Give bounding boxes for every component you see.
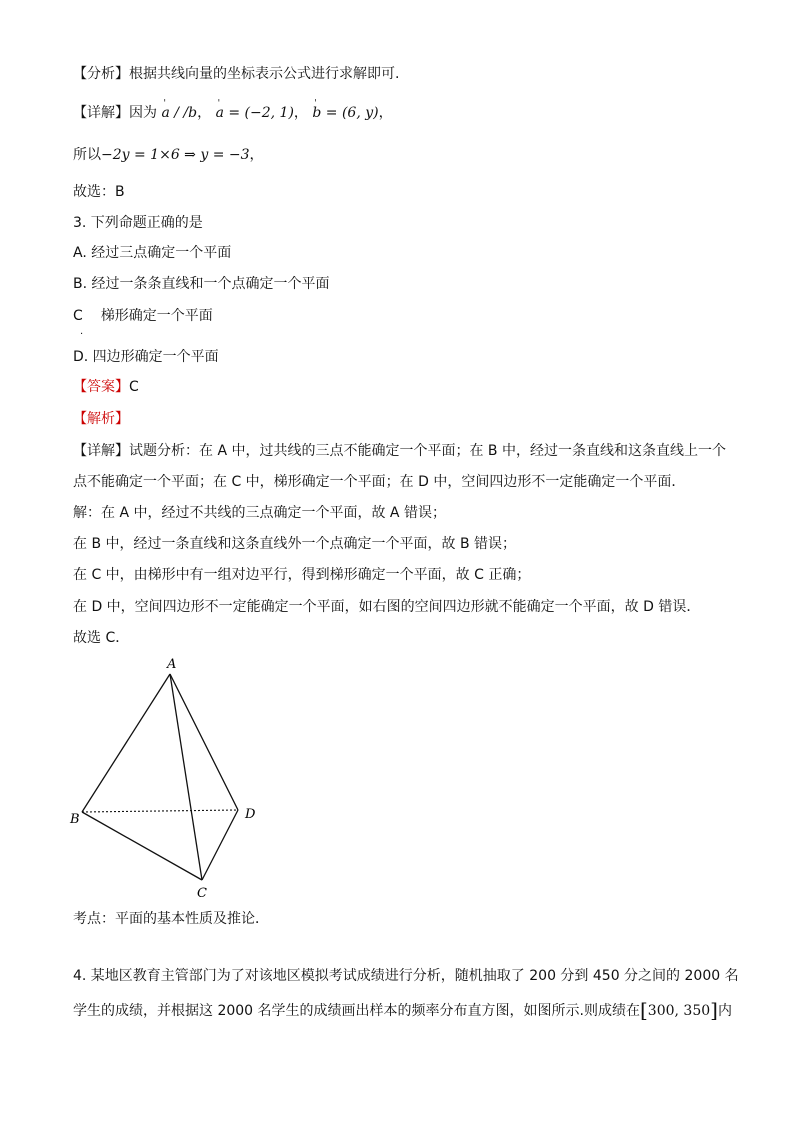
edge-BD-hidden [82, 810, 238, 812]
answer-choice-line: 故选：B [73, 184, 125, 200]
q3-option-b: B. 经过一条条直线和一个点确定一个平面 [73, 276, 330, 292]
q3-solution-3: 在 C 中，由梯形中有一组对边平行，得到梯形确定一个平面，故 C 正确； [73, 567, 531, 583]
q4-line-2 [73, 1000, 732, 1021]
interval-open-bracket: [ [639, 998, 648, 1022]
q4-line-2-end: 内 [717, 1003, 732, 1019]
analysis-text: 根据共线向量的坐标表示公式进行求解即可. [129, 66, 400, 82]
vertex-label-a: A [167, 657, 177, 672]
vertex-label-b: B [70, 812, 80, 827]
detail-tail: ， [378, 105, 393, 121]
so-line [73, 145, 264, 165]
analysis-line [73, 64, 399, 84]
vector-a-equation: ' a = (−2, 1) [216, 103, 294, 123]
analysis-tag: 【分析】 [73, 66, 129, 82]
edge-BC [82, 812, 202, 880]
q3-option-c-text: 梯形确定一个平面 [100, 308, 213, 324]
q3-option-d: D. 四边形确定一个平面 [73, 349, 219, 365]
q3-stem: 3. 下列命题正确的是 [73, 215, 203, 231]
detail-line [73, 103, 393, 123]
stray-dot: . [80, 326, 84, 337]
edge-AB [82, 674, 170, 812]
q3-solution-2: 在 B 中，经过一条直线和这条直线外一个点确定一个平面，故 B 错误； [73, 536, 517, 552]
answer-tag: 【答案】 [73, 379, 129, 395]
q3-option-c-letter: C [73, 308, 83, 324]
vector-b-equation: ' b = (6, y) [312, 103, 378, 123]
separator-2: ， [293, 105, 308, 121]
q3-option-a: A. 经过三点确定一个平面 [73, 245, 232, 261]
q3-detail-line-2: 点不能确定一个平面；在 C 中，梯形确定一个平面；在 D 中，空间四边形不一定能确定一个平面． [73, 474, 686, 490]
vertex-label-c: C [197, 886, 207, 901]
so-suffix: ， [249, 147, 264, 163]
q3-detail-tag: 【详解】 [73, 443, 129, 459]
q4-line-2-text: 学生的成绩，并根据这 2000 名学生的成绩画出样本的频率分布直方图，如图所示.则成绩在 [73, 1003, 640, 1019]
detail-tag: 【详解】 [73, 105, 129, 121]
parallel-relation: ' a / /b [161, 103, 197, 123]
answer-value: C [129, 379, 139, 395]
q4-interval: 300, 350 [647, 1003, 711, 1019]
so-prefix: 所以 [73, 147, 101, 163]
q3-solution-1: 解：在 A 中，经过不共线的三点确定一个平面，故 A 错误； [73, 505, 446, 521]
q3-option-c [73, 306, 213, 326]
q3-kaodian: 考点：平面的基本性质及推论． [73, 911, 269, 927]
q3-detail-line-1 [73, 441, 726, 461]
q4-line-1: 4. 某地区教育主管部门为了对该地区模拟考试成绩进行分析，随机抽取了 200 分到 450 分之间的 2000 名 [73, 968, 739, 984]
tetrahedron-figure [60, 652, 270, 902]
q3-detail-text-1: 试题分析：在 A 中，过共线的三点不能确定一个平面；在 B 中，经过一条直线和这条直线上一个 [129, 443, 726, 459]
q3-solution-4: 在 D 中，空间四边形不一定能确定一个平面，如右图的空间四边形就不能确定一个平面，故 D 错误． [73, 599, 701, 615]
detail-because: 因为 [129, 105, 157, 121]
edge-DC [202, 810, 238, 880]
explain-tag: 【解析】 [73, 411, 129, 427]
so-formula: −2y = 1×6 ⇒ y = −3 [101, 147, 250, 163]
q3-choose: 故选 C． [73, 630, 130, 646]
separator-1: ， [197, 105, 212, 121]
interval-close-bracket: ] [710, 998, 718, 1022]
q3-answer-line [73, 377, 139, 397]
vertex-label-d: D [245, 807, 256, 822]
